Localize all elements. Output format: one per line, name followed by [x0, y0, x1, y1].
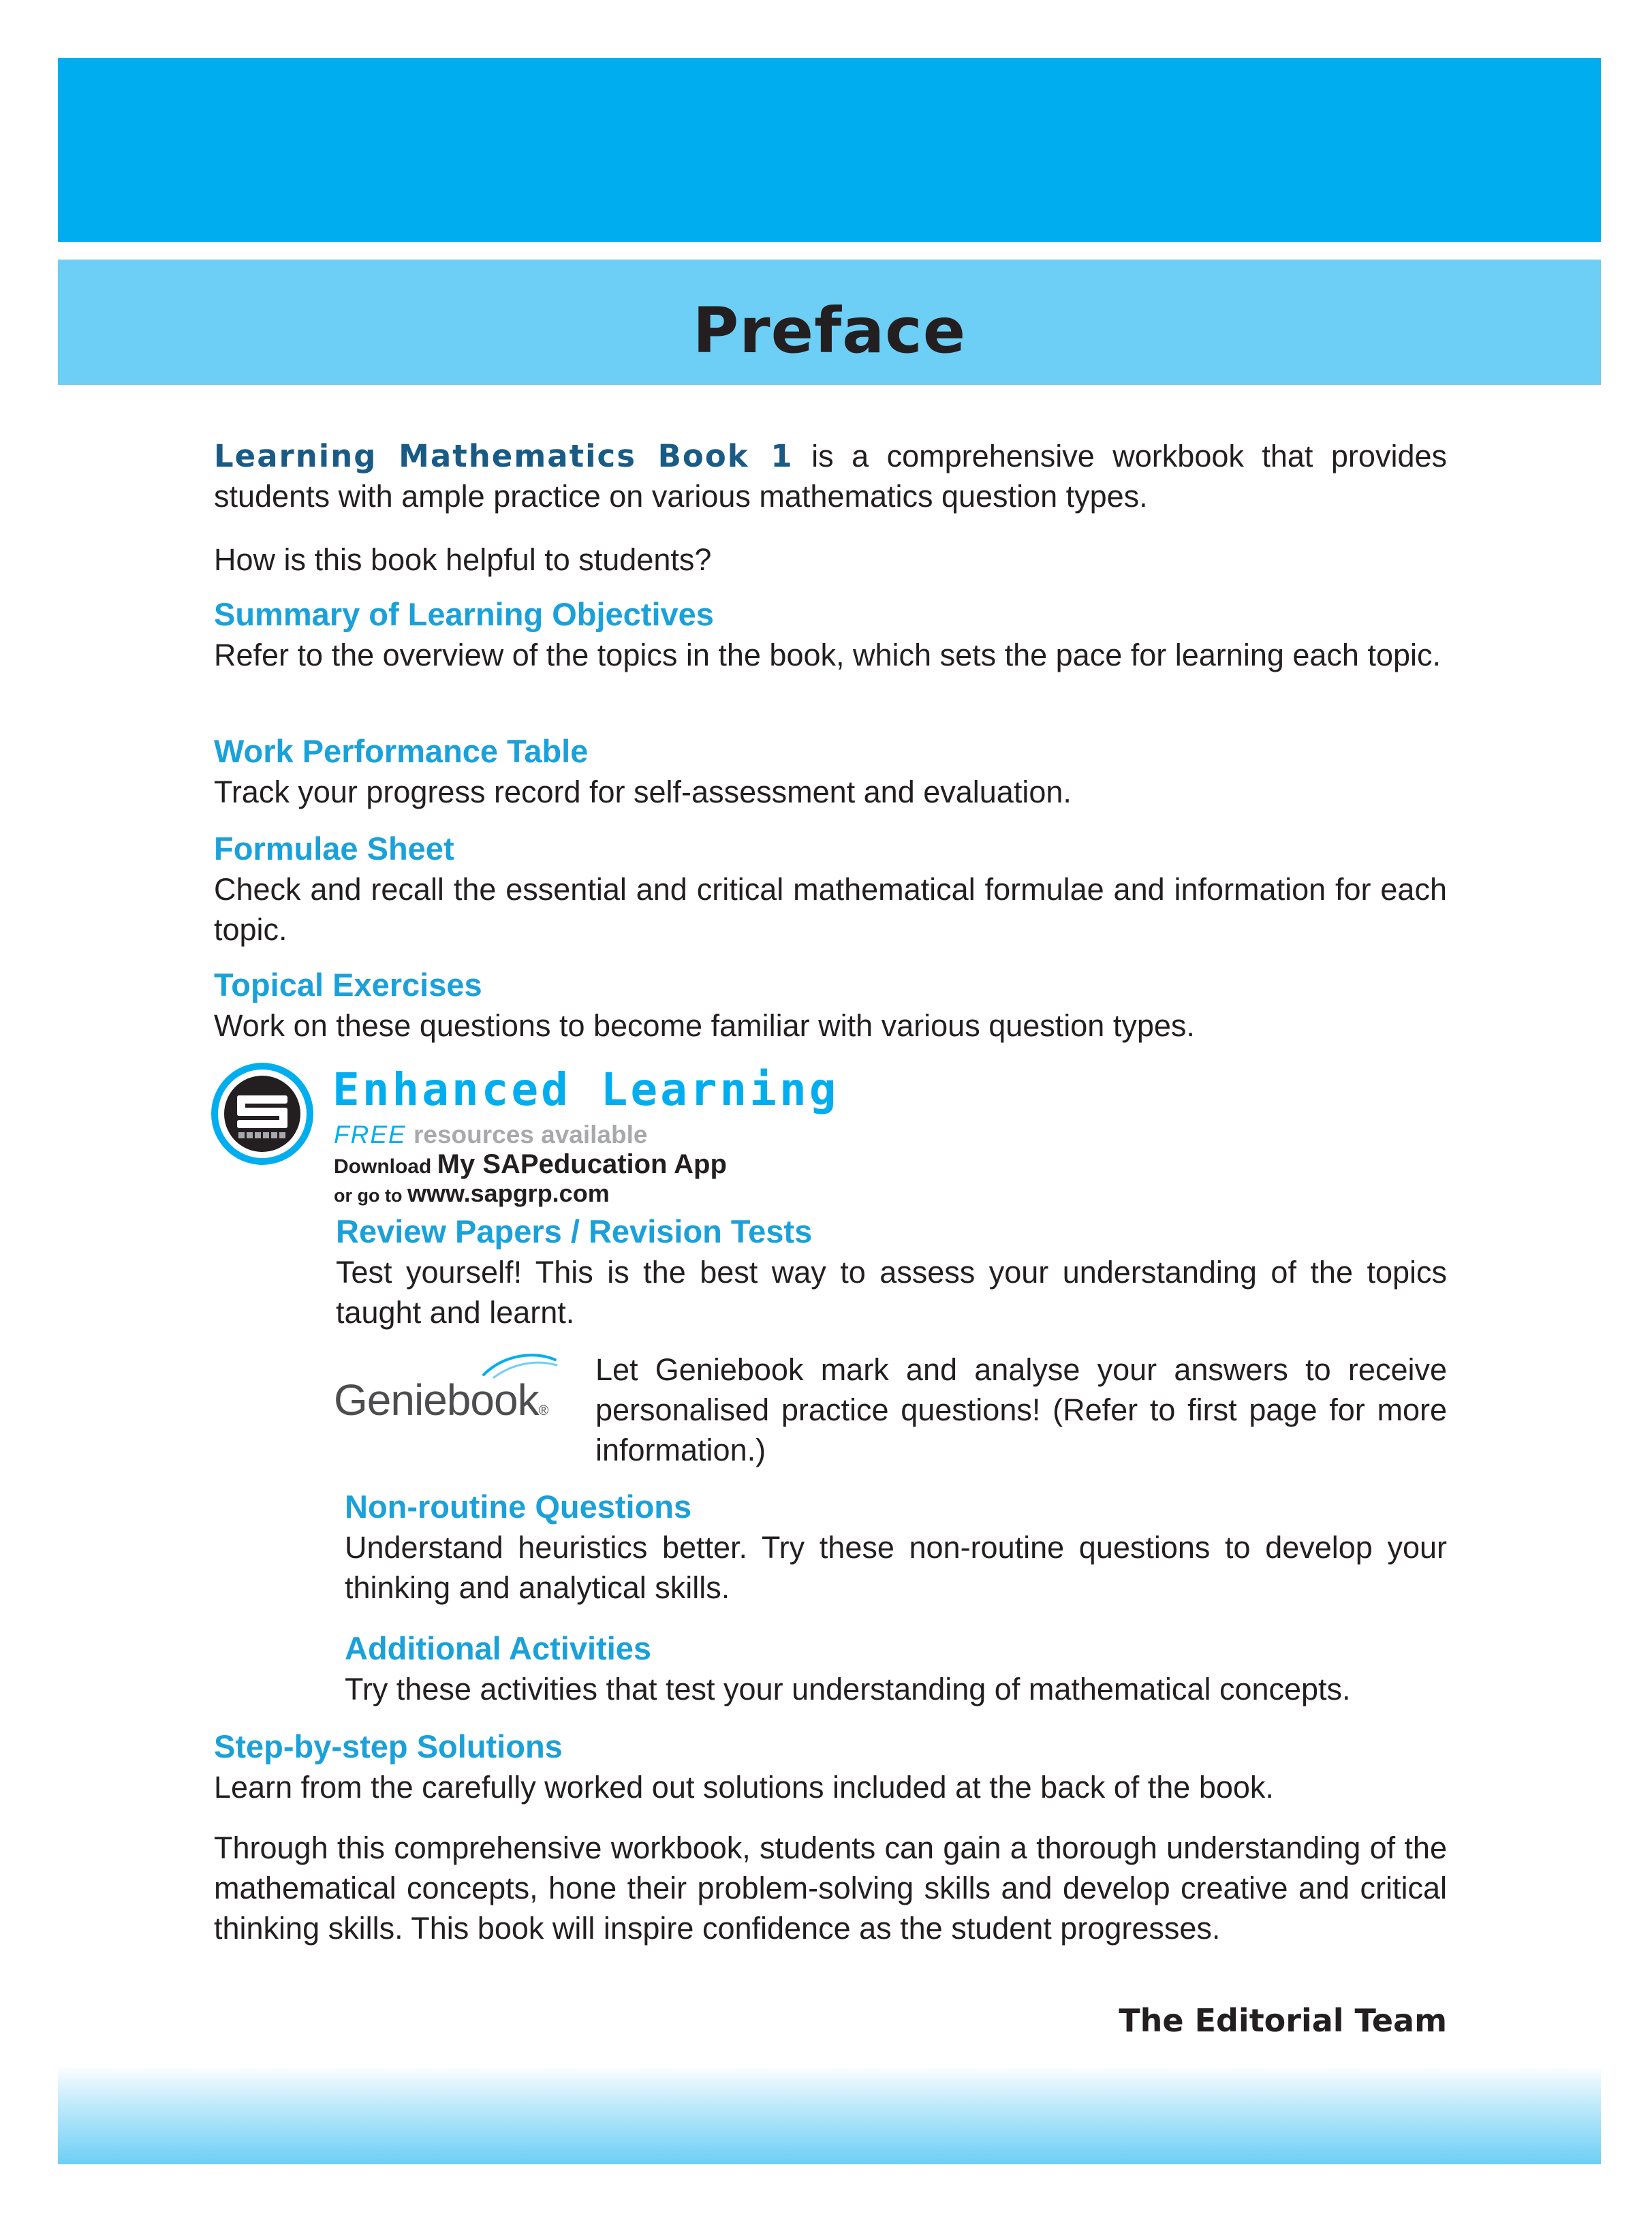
section-heading: Topical Exercises	[214, 967, 482, 1003]
header-band	[58, 58, 1601, 242]
section-review-papers	[336, 1211, 1447, 1332]
page-title: Preface	[692, 294, 967, 367]
section-body: Check and recall the essential and critical mathematical formulae and information for each topic.	[214, 872, 1447, 947]
section-heading: Review Papers / Revision Tests	[336, 1213, 813, 1249]
book-title: Learning Mathematics Book 1	[214, 438, 794, 474]
section-body: Refer to the overview of the topics in the book, which sets the pace for learning each topic.	[214, 638, 1441, 672]
section-formulae	[214, 828, 1447, 950]
intro-text: is a comprehensive workbook that provides students with ample practice on various mathematics question types.	[214, 439, 1447, 514]
section-heading: Summary of Learning Objectives	[214, 596, 714, 632]
section-heading: Work Performance Table	[214, 733, 589, 769]
geniebook-logo: Geniebook®	[334, 1347, 572, 1429]
section-body: Test yourself! This is the best way to assess your understanding of the topics taught and learnt.	[336, 1255, 1447, 1330]
section-body: Try these activities that test your understanding of mathematical concepts.	[345, 1672, 1351, 1706]
title-band	[58, 260, 1601, 385]
geniebook-logo-text: Geniebook	[334, 1375, 539, 1424]
enhanced-learning-logo-icon	[211, 1063, 313, 1165]
signature: The Editorial Team	[1119, 2002, 1447, 2039]
enhanced-learning-banner	[211, 1063, 961, 1206]
section-heading: Non-routine Questions	[345, 1488, 692, 1525]
section-body: Understand heuristics better. Try these non-routine questions to develop your thinking and analytical skills.	[345, 1530, 1447, 1605]
section-summary	[214, 594, 1447, 675]
enhanced-learning-title: Enhanced Learning	[332, 1063, 839, 1116]
section-non-routine	[345, 1486, 1447, 1608]
section-solutions	[214, 1726, 1447, 1807]
free-resources-text: FREE resources available	[334, 1121, 648, 1149]
section-work-performance	[214, 731, 1447, 812]
section-body: Work on these questions to become familiar with various question types.	[214, 1008, 1195, 1043]
intro-paragraph	[214, 436, 1447, 516]
geniebook-text: Let Geniebook mark and analyse your answers to receive personalised practice questions! (Refer to first page for more information.)	[595, 1352, 1447, 1467]
download-app-text: Download My SAPeducation App	[334, 1149, 727, 1179]
section-body: Track your progress record for self-assessment and evaluation.	[214, 775, 1072, 809]
closing-paragraph: Through this comprehensive workbook, students can gain a thorough understanding of the mathematical concepts, hone their problem-solving skills and develop creative and critical thinking skills. This book will inspire confidence as the student progresses.	[214, 1830, 1447, 1946]
footer-band	[58, 2065, 1601, 2164]
section-heading: Formulae Sheet	[214, 830, 454, 867]
section-topical	[214, 965, 1447, 1046]
website-text: or go to www.sapgrp.com	[334, 1179, 610, 1207]
question-text: How is this book helpful to students?	[214, 542, 712, 577]
section-heading: Step-by-step Solutions	[214, 1728, 563, 1764]
section-body: Learn from the carefully worked out solutions included at the back of the book.	[214, 1770, 1274, 1805]
section-additional	[345, 1628, 1447, 1709]
section-heading: Additional Activities	[345, 1630, 652, 1666]
